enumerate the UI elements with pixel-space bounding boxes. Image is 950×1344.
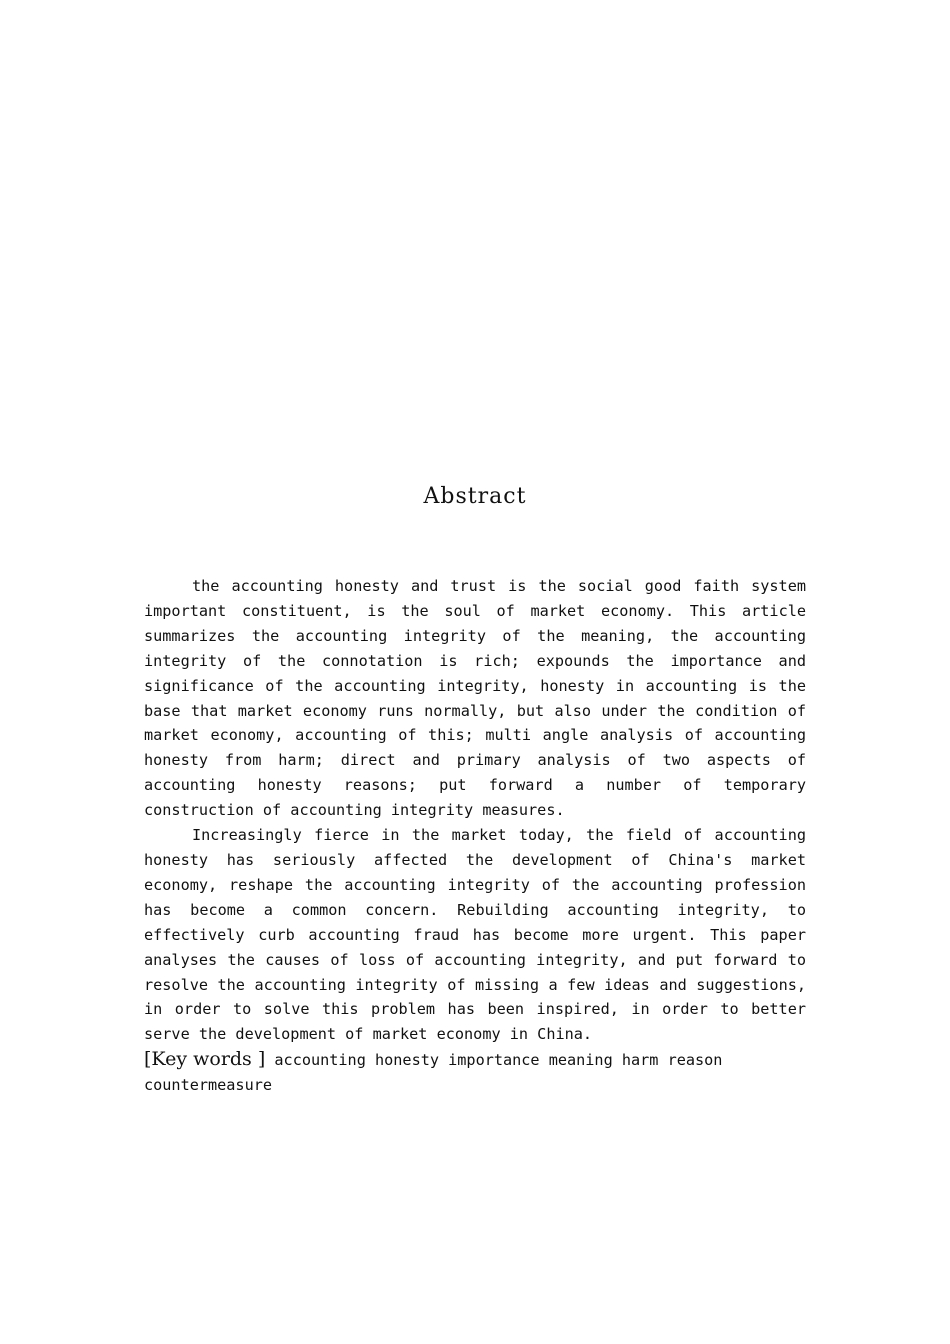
abstract-body <box>144 574 806 1098</box>
abstract-paragraph-2: Increasingly fierce in the market today, the field of accounting honesty has seriously affected the development of China's market economy, reshape the accounting integrity of the accounting profession has become a common concern. Rebuilding accounting integrity, to effectively curb accounting fraud has become more urgent. This paper analyses the causes of loss of accounting integrity, and put forward to resolve the accounting integrity of missing a few ideas and suggestions, in order to solve this problem has been inspired, in order to better serve the development of market economy in China. <box>144 826 806 1044</box>
keywords-line <box>144 1047 806 1098</box>
abstract-paragraph-1: the accounting honesty and trust is the social good faith system important constituent, is the soul of market economy. This article summarizes the accounting integrity of the meaning, the accounting integrity of the connotation is rich; expounds the importance and significance of the accounting integrity, honesty in accounting is the base that market economy runs normally, but also under the condition of market economy, accounting of this; multi angle analysis of accounting honesty from harm; direct and primary analysis of two aspects of accounting honesty reasons; put forward a number of temporary construction of accounting integrity measures. <box>144 577 806 820</box>
keywords-label: [Key words ] <box>144 1048 266 1071</box>
keywords-text: accounting honesty importance meaning harm reason countermeasure <box>144 1051 723 1095</box>
abstract-title: Abstract <box>423 484 527 509</box>
